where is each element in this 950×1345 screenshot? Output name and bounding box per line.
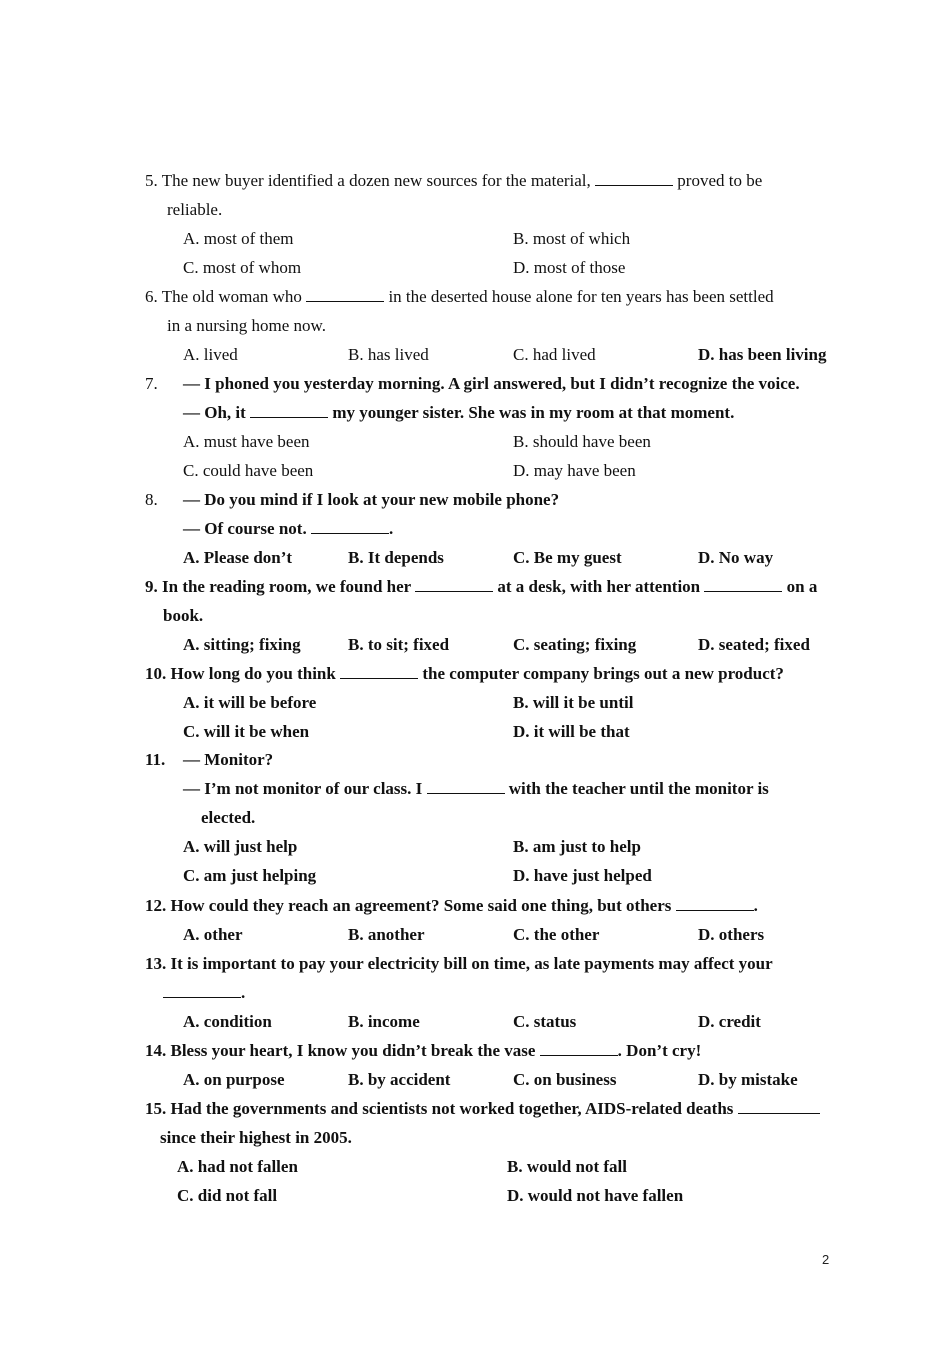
option-c: C. did not fall [177,1186,278,1205]
question-number: 8. [145,490,158,509]
question-15: 15. Had the governments and scientists not worked together, AIDS-related deaths since their highest in 2005. A. had not fallen B. would not fall C. did not fall D. would not have fallen [145,1094,860,1210]
question-number: 11. [145,750,166,769]
option-a: A. condition [183,1012,272,1031]
question-number: 6. [145,287,158,306]
option-d: D. credit [698,1012,761,1031]
options [145,832,860,890]
question-8 [145,485,860,572]
option-a: A. it will be before [183,693,317,712]
answer-blank [250,401,328,418]
option-d: D. others [698,925,765,944]
question-number: 5. [145,171,158,190]
question-7 [145,369,860,485]
option-b: B. am just to help [513,837,641,856]
option-d: D. by mistake [698,1070,798,1089]
options [145,427,860,485]
question-stem: 14. Bless your heart, I know you didn’t break the vase . Don’t cry! [145,1041,702,1060]
options [145,1007,860,1036]
question-6: 6. The old woman who in the deserted house alone for ten years has been settled in a nursing home now. A. lived B. has lived C. had lived D. has been living [145,282,860,369]
option-a: A. had not fallen [177,1157,298,1176]
option-b: B. would not fall [507,1157,627,1176]
option-a: A. sitting; fixing [183,635,301,654]
question-12 [145,891,860,949]
option-c: C. status [513,1012,577,1031]
option-d: D. may have been [513,461,636,480]
options [145,1152,860,1210]
option-b: B. It depends [348,548,444,567]
answer-blank [311,517,389,534]
option-b: B. income [348,1012,420,1031]
option-c: C. the other [513,925,600,944]
option-b: B. another [348,925,425,944]
option-c: C. most of whom [183,258,302,277]
question-number: 15. [145,1099,167,1118]
question-number: 10. [145,664,167,683]
options [145,920,860,949]
question-number: 12. [145,896,167,915]
answer-blank [415,575,493,592]
option-a: A. Please don’t [183,548,293,567]
option-d: D. has been living [698,345,827,364]
option-d: D. No way [698,548,774,567]
question-9: 9. In the reading room, we found her at a desk, with her attention on a book. A. sitting; fixing B. to sit; fixed C. seating; fixing D. seated; fixed [145,572,860,659]
question-stem: 6. The old woman who in the deserted house alone for ten years has been settled [145,287,774,306]
page-number: 2 [822,1252,830,1267]
option-d: D. seated; fixed [698,635,810,654]
question-stem: 13. It is important to pay your electricity bill on time, as late payments may affect your [145,954,773,973]
question-dialogue: 8. — Do you mind if I look at your new mobile phone? — Of course not. . [145,485,860,543]
option-d: D. have just helped [513,866,652,885]
option-d: D. would not have fallen [507,1186,684,1205]
options [145,543,860,572]
question-14 [145,1036,860,1094]
option-b: B. to sit; fixed [348,635,450,654]
option-c: C. had lived [513,345,596,364]
option-c: C. on business [513,1070,617,1089]
question-5: 5. The new buyer identified a dozen new sources for the material, proved to be reliable. A. most of them B. most of which C. most of whom D. most of those [145,166,860,282]
option-d: D. it will be that [513,722,630,741]
option-a: A. other [183,925,243,944]
answer-blank [738,1097,820,1114]
answer-blank [676,894,754,911]
option-a: A. will just help [183,837,298,856]
question-number: 14. [145,1041,167,1060]
options [145,1065,860,1094]
option-a: A. lived [183,345,238,364]
question-stem: 5. The new buyer identified a dozen new sources for the material, proved to be [145,171,763,190]
question-10 [145,659,860,746]
option-b: B. by accident [348,1070,451,1089]
answer-blank [704,575,782,592]
option-a: A. on purpose [183,1070,285,1089]
answer-blank [163,981,241,998]
options [145,630,860,659]
options [145,688,860,746]
option-c: C. will it be when [183,722,310,741]
question-stem: 15. Had the governments and scientists not worked together, AIDS-related deaths [145,1094,860,1123]
answer-blank [306,285,384,302]
question-13: 13. It is important to pay your electricity bill on time, as late payments may affect your . A. condition B. income C. status D. credit [145,949,860,1036]
option-b: B. most of which [513,229,631,248]
question-stem: 12. How could they reach an agreement? Some said one thing, but others . [145,896,758,915]
question-number: 9. [145,577,158,596]
question-number: 13. [145,954,167,973]
answer-blank [340,662,418,679]
answer-blank [595,169,673,186]
option-b: B. has lived [348,345,429,364]
option-a: A. most of them [183,229,294,248]
option-c: C. Be my guest [513,548,622,567]
option-d: D. most of those [513,258,626,277]
answer-blank [540,1039,618,1056]
question-number: 7. [145,374,158,393]
question-stem: 9. In the reading room, we found her at a desk, with her attention on a [145,577,818,596]
options [145,224,860,282]
answer-blank [427,777,505,794]
option-c: C. am just helping [183,866,317,885]
option-a: A. must have been [183,432,310,451]
option-b: B. should have been [513,432,651,451]
question-stem: 10. How long do you think the computer company brings out a new product? [145,664,784,683]
question-dialogue: 7. — I phoned you yesterday morning. A girl answered, but I didn’t recognize the voice. — Oh, it my younger sister. She was in my room at that moment. [145,369,860,427]
question-dialogue: 11. — Monitor? — I’m not monitor of our class. I with the teacher until the monitor is elected. [145,745,860,832]
option-c: C. seating; fixing [513,635,637,654]
option-c: C. could have been [183,461,314,480]
options [145,340,860,369]
question-11 [145,745,860,890]
option-b: B. will it be until [513,693,634,712]
